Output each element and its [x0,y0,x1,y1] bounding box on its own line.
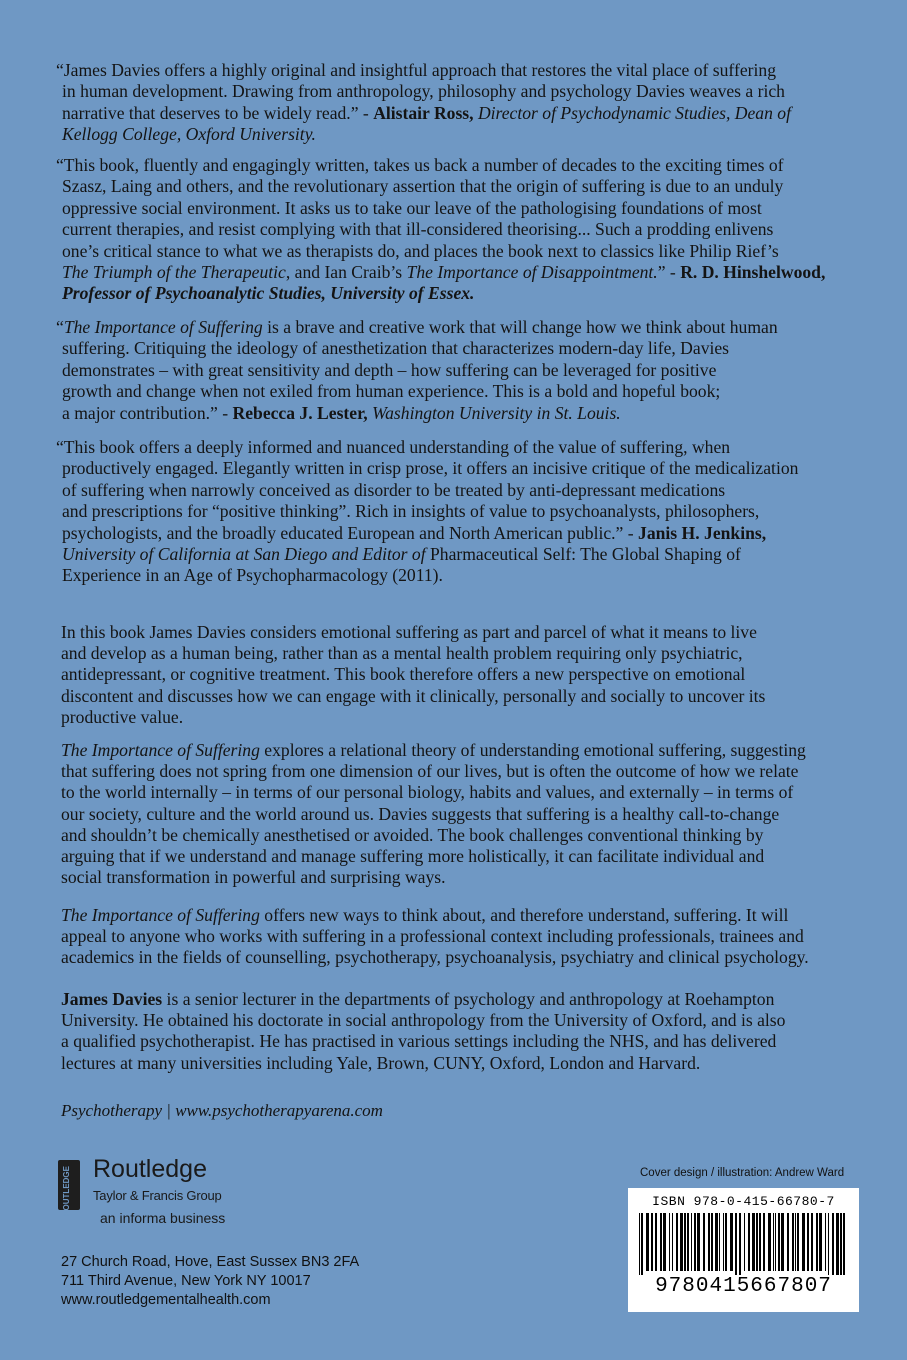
barcode-bar [807,1213,809,1271]
paragraph-line: our society, culture and the world around us. Davies suggests that suffering is a healthy call-to-change [61,803,780,824]
quote-line: productively engaged. Elegantly written in crisp prose, it offers an incisive critique of the medicalization [62,458,799,479]
barcode-bar [825,1213,826,1271]
quote-line: one’s critical stance to what we as therapists do, and places the book next to classics like Philip Rief’s [62,240,779,261]
address-line: 27 Church Road, Hove, East Sussex BN3 2FA [61,1254,360,1270]
barcode-bar [687,1213,689,1271]
author-bio [61,989,861,1074]
quote-line: in human development. Drawing from anthropology, philosophy and psychology Davies weaves a rich [62,81,785,102]
paragraph-line: is a senior lecturer in the departments of psychology and anthropology at Roehampton [162,989,775,1009]
endorser-role: Director of Psychodynamic Studies, Dean of [473,102,791,123]
quote-line: demonstrates – with great sensitivity and depth – how suffering can be leveraged for positive [62,359,717,380]
endorsement-quote-1 [56,60,866,146]
quote-text: ” - [657,262,681,283]
description-paragraph-1 [61,622,861,728]
subject-category: Psychotherapy | www.psychotherapyarena.com [61,1101,383,1120]
paragraph-line: and develop as a human being, rather than as a mental health problem requiring only psychiatric, [61,643,743,664]
endorser-name: Alistair Ross, [373,102,474,123]
barcode-bar [669,1213,670,1271]
paragraph-line: productive value. [61,706,184,727]
barcode-bar [778,1213,780,1271]
paragraph-line: University. He obtained his doctorate in social anthropology from the University of Oxford, and is also [61,1010,786,1031]
barcode-bar [752,1213,755,1271]
quote-line: “This book, fluently and engagingly written, takes us back a number of decades to the exciting times of [56,155,784,175]
barcode-bar [730,1213,733,1271]
barcode-bar [739,1213,741,1275]
barcode-bar [832,1213,834,1275]
endorser-role: Washington University in St. Louis. [367,402,621,423]
book-title: The Triumph of the Therapeutic [62,262,286,283]
barcode-bar [684,1213,686,1271]
barcode-bar [735,1213,737,1275]
barcode-bar [691,1213,692,1271]
barcode-bar [719,1213,720,1271]
endorser-role: University of California at San Diego and Editor of [62,544,426,565]
barcode-bar [655,1213,657,1271]
quote-line: current therapies, and resist complying with that ill-considered theorising... Such a prodding enlivens [62,219,774,240]
quote-text: “ [56,317,64,337]
paragraph-line: a qualified psychotherapist. He has practised in various settings including the NHS, and has delivered [61,1031,777,1052]
endorser-name: Rebecca J. Lester, [232,402,368,423]
quote-line: is a brave and creative work that will change how we think about human [262,317,778,337]
barcode-bar [787,1213,789,1271]
barcode-bar [792,1213,794,1271]
barcode-bar [663,1213,666,1271]
quote-line: a major contribution.” - [62,402,233,423]
barcode-bar [744,1213,745,1271]
barcode-bar [723,1213,724,1271]
paragraph-line: appeal to anyone who works with suffering in a professional context including professionals, trainees and [61,926,804,947]
barcode-bar [711,1213,713,1271]
barcode-bar [676,1213,678,1271]
book-title: The Importance of Disappointment. [406,262,658,283]
quote-line: “James Davies offers a highly original and insightful approach that restores the vital place of suffering [56,60,776,80]
barcode-bar [816,1213,818,1271]
description-paragraph-3 [61,905,861,969]
publisher-group: Taylor & Francis Group [93,1188,222,1203]
paragraph-line: lectures at many universities including Yale, Brown, CUNY, Oxford, London and Harvard. [61,1052,701,1073]
logo-mark-text: ROUTLEDGE [62,1166,71,1217]
quote-line: suffering. Critiquing the ideology of anesthetization that characterizes modern-day life, Davies [62,338,730,359]
barcode-bar [703,1213,705,1271]
isbn-barcode [628,1188,859,1312]
quote-text: , and Ian Craib’s [285,262,407,283]
barcode-bar [828,1213,829,1275]
barcode-bar [775,1213,776,1271]
publisher-tagline: an informa business [100,1210,226,1226]
endorsement-quote-3 [56,317,866,424]
quote-line: “This book offers a deeply informed and nuanced understanding of the value of suffering, when [56,437,731,457]
endorser-name: R. D. Hinshelwood, [680,262,826,283]
paragraph-line: offers new ways to think about, and therefore understand, suffering. It will [259,905,789,925]
barcode-bar [811,1213,813,1271]
isbn-label: ISBN 978-0-415-66780-7 [652,1194,835,1209]
barcode-number: 9780415667807 [655,1275,832,1298]
barcode-bar [715,1213,718,1271]
barcode-bar [802,1213,805,1271]
cover-credit: Cover design / illustration: Andrew Ward [640,1167,845,1179]
barcode-bars [639,1213,848,1275]
barcode-bar [725,1213,727,1271]
routledge-mark-icon [58,1160,80,1217]
barcode-bar [651,1213,653,1271]
paragraph-line: explores a relational theory of understanding emotional suffering, suggesting [259,740,806,760]
endorser-role: Kellogg College, Oxford University. [62,124,316,145]
barcode-bar [843,1213,845,1275]
address-line: www.routledgementalhealth.com [61,1292,271,1308]
barcode-bar [763,1213,765,1271]
paragraph-line: that suffering does not spring from one dimension of our lives, but is often the outcome of how we relate [61,761,799,782]
barcode-bar [795,1213,796,1271]
author-name: James Davies [61,989,163,1009]
description-paragraph-2 [61,740,861,888]
paragraph-line: and shouldn’t be chemically anesthetised or avoided. The book challenges conventional thinking by [61,824,764,845]
barcode-bar [646,1213,649,1271]
quote-line: of suffering when narrowly conceived as disorder to be treated by anti-depressant medications [62,479,726,500]
publisher-address [61,1253,359,1310]
endorser-role: Professor of Psychoanalytic Studies, University of Essex. [62,283,475,304]
barcode-bar [697,1213,700,1271]
paragraph-line: discontent and discusses how we can engage with it clinically, personally and socially to uncover its [61,685,766,706]
barcode-bar [768,1213,771,1271]
endorsement-quote-4 [56,437,866,587]
barcode-bar [819,1213,822,1271]
paragraph-line: arguing that if we understand and manage suffering more holistically, it can facilitate individual and [61,846,765,867]
quote-line: and prescriptions for “positive thinking”. Rich in insights of value to psychoanalysts, philosophers, [62,501,760,522]
quote-line: psychologists, and the broadly educated European and North American public.” - [62,522,639,543]
book-title: The Importance of Suffering [61,740,260,760]
barcode-bar [660,1213,662,1271]
barcode-bar [639,1213,640,1275]
address-line: 711 Third Avenue, New York NY 10017 [61,1273,311,1289]
barcode-bar [694,1213,696,1271]
book-title: Experience in an Age of Psychopharmacology (2011). [62,565,443,586]
barcode-bar [759,1213,761,1271]
book-title: Pharmaceutical Self: The Global Shaping of [425,544,741,565]
paragraph-line: academics in the fields of counselling, psychotherapy, psychoanalysis, psychiatry and clinical psychology. [61,947,809,968]
barcode-bar [836,1213,839,1275]
paragraph-line: In this book James Davies considers emotional suffering as part and parcel of what it means to live [61,622,757,642]
barcode-bar [708,1213,710,1271]
barcode-bar [756,1213,758,1271]
barcode-bar [840,1213,842,1275]
quote-line: oppressive social environment. It asks us to take our leave of the pathologising foundations of most [62,197,762,218]
paragraph-line: to the world internally – in terms of our personal biology, habits and values, and externally – in terms of [61,782,794,803]
quote-line: growth and change when not exiled from human experience. This is a bold and hopeful book; [62,381,721,402]
paragraph-line: antidepressant, or cognitive treatment. This book therefore offers a new perspective on emotional [61,664,746,685]
barcode-bar [641,1213,643,1275]
book-title: The Importance of Suffering [63,317,263,337]
barcode-bar [672,1213,673,1271]
barcode-bar [748,1213,750,1271]
barcode-bar [680,1213,683,1271]
barcode-bar [797,1213,799,1271]
publisher-logo [58,1157,258,1232]
barcode-bar [773,1213,774,1271]
quote-line: Szasz, Laing and others, and the revolutionary assertion that the origin of suffering is due to an unduly [62,176,784,197]
quote-line: narrative that deserves to be widely read.” - [62,102,374,123]
publisher-name: Routledge [93,1155,207,1183]
barcode-bar [781,1213,784,1271]
endorser-name: Janis H. Jenkins, [638,522,767,543]
paragraph-line: social transformation in powerful and surprising ways. [61,867,446,888]
endorsement-quote-2 [56,155,866,305]
book-title: The Importance of Suffering [61,905,260,925]
